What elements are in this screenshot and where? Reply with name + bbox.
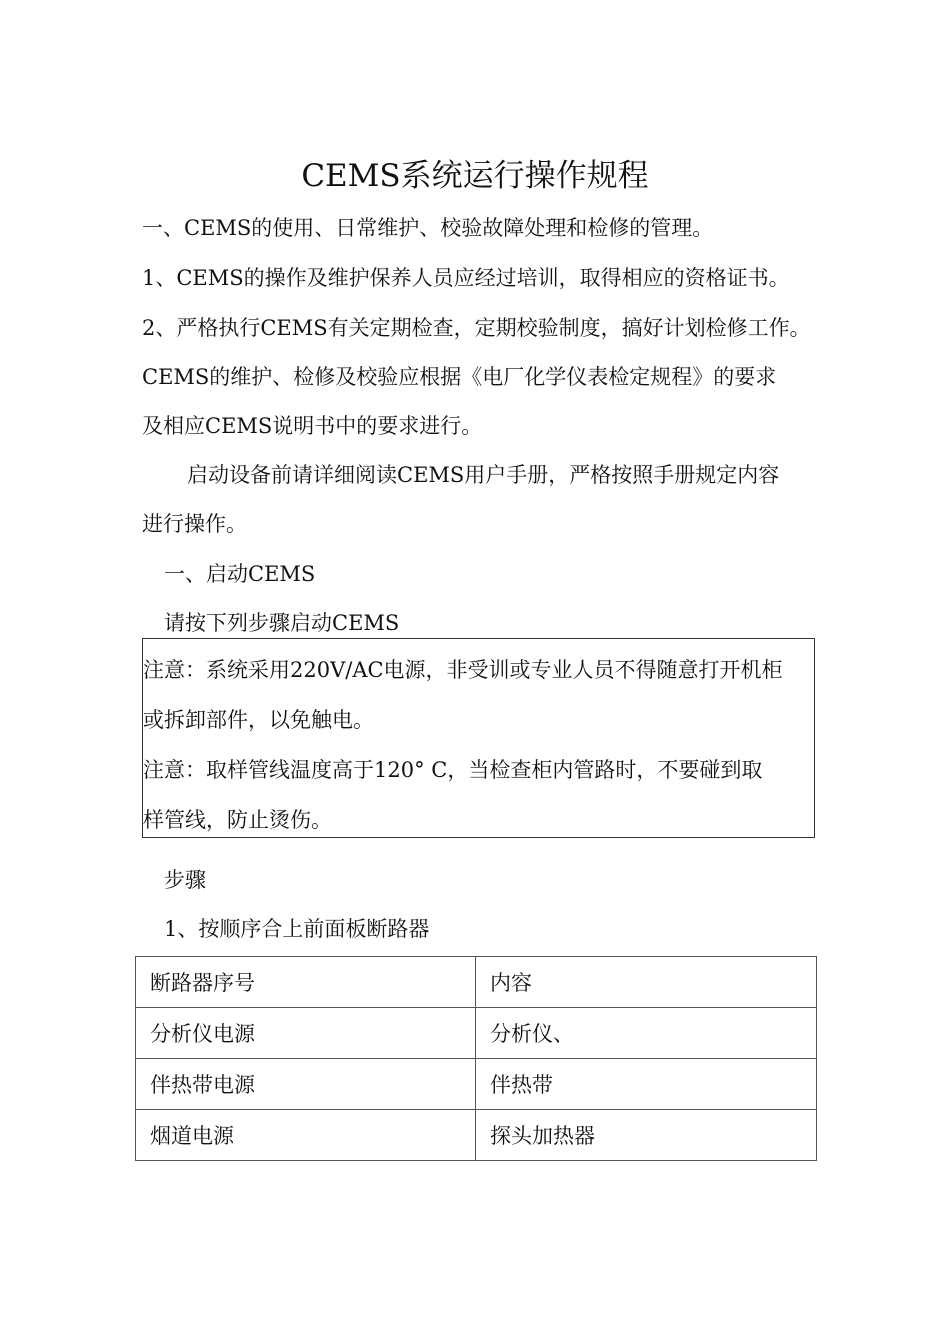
- notice-line: 注意：系统采用220V/AC电源，非受训或专业人员不得随意打开机柜: [143, 658, 783, 682]
- notice-line: 样管线，防止烫伤。: [143, 808, 332, 832]
- table-row: [136, 1059, 817, 1110]
- table-cell: 分析仪电源: [136, 1008, 476, 1059]
- paragraph-read-manual-cont: 进行操作。: [142, 512, 247, 536]
- paragraph-start-instructions: 请按下列步骤启动CEMS: [164, 611, 400, 635]
- notice-line: 注意：取样管线温度高于120° C，当检查柜内管路时，不要碰到取: [143, 758, 763, 782]
- table-cell: 分析仪、: [476, 1008, 817, 1059]
- document-title: CEMS系统运行操作规程: [301, 158, 649, 194]
- paragraph-item-two: 2、严格执行CEMS有关定期检查，定期校验制度，搞好计划检修工作。: [142, 316, 811, 340]
- table-header-row: [136, 957, 817, 1008]
- table-row: [136, 1110, 817, 1161]
- table-cell: 伴热带: [476, 1059, 817, 1110]
- notice-line: 或拆卸部件，以免触电。: [143, 708, 374, 732]
- notice-box: [142, 638, 815, 838]
- table-cell: 烟道电源: [136, 1110, 476, 1161]
- paragraph-maintenance-basis: CEMS的维护、检修及校验应根据《电厂化学仪表检定规程》的要求: [142, 365, 777, 389]
- section-heading-start-cems: 一、启动CEMS: [164, 562, 316, 586]
- table-header-cell: 内容: [476, 957, 817, 1008]
- paragraph-read-manual: 启动设备前请详细阅读CEMS用户手册，严格按照手册规定内容: [187, 463, 780, 487]
- table-cell: 探头加热器: [476, 1110, 817, 1161]
- table-header-cell: 断路器序号: [136, 957, 476, 1008]
- breaker-table: [135, 956, 817, 1161]
- table-row: [136, 1008, 817, 1059]
- paragraph-section-one: 一、CEMS的使用、日常维护、校验故障处理和检修的管理。: [142, 216, 714, 240]
- paragraph-item-one: 1、CEMS的操作及维护保养人员应经过培训，取得相应的资格证书。: [142, 266, 790, 290]
- steps-heading: 步骤: [164, 868, 206, 892]
- paragraph-maintenance-basis-cont: 及相应CEMS说明书中的要求进行。: [142, 414, 483, 438]
- step-one-text: 1、按顺序合上前面板断路器: [164, 917, 430, 941]
- table-cell: 伴热带电源: [136, 1059, 476, 1110]
